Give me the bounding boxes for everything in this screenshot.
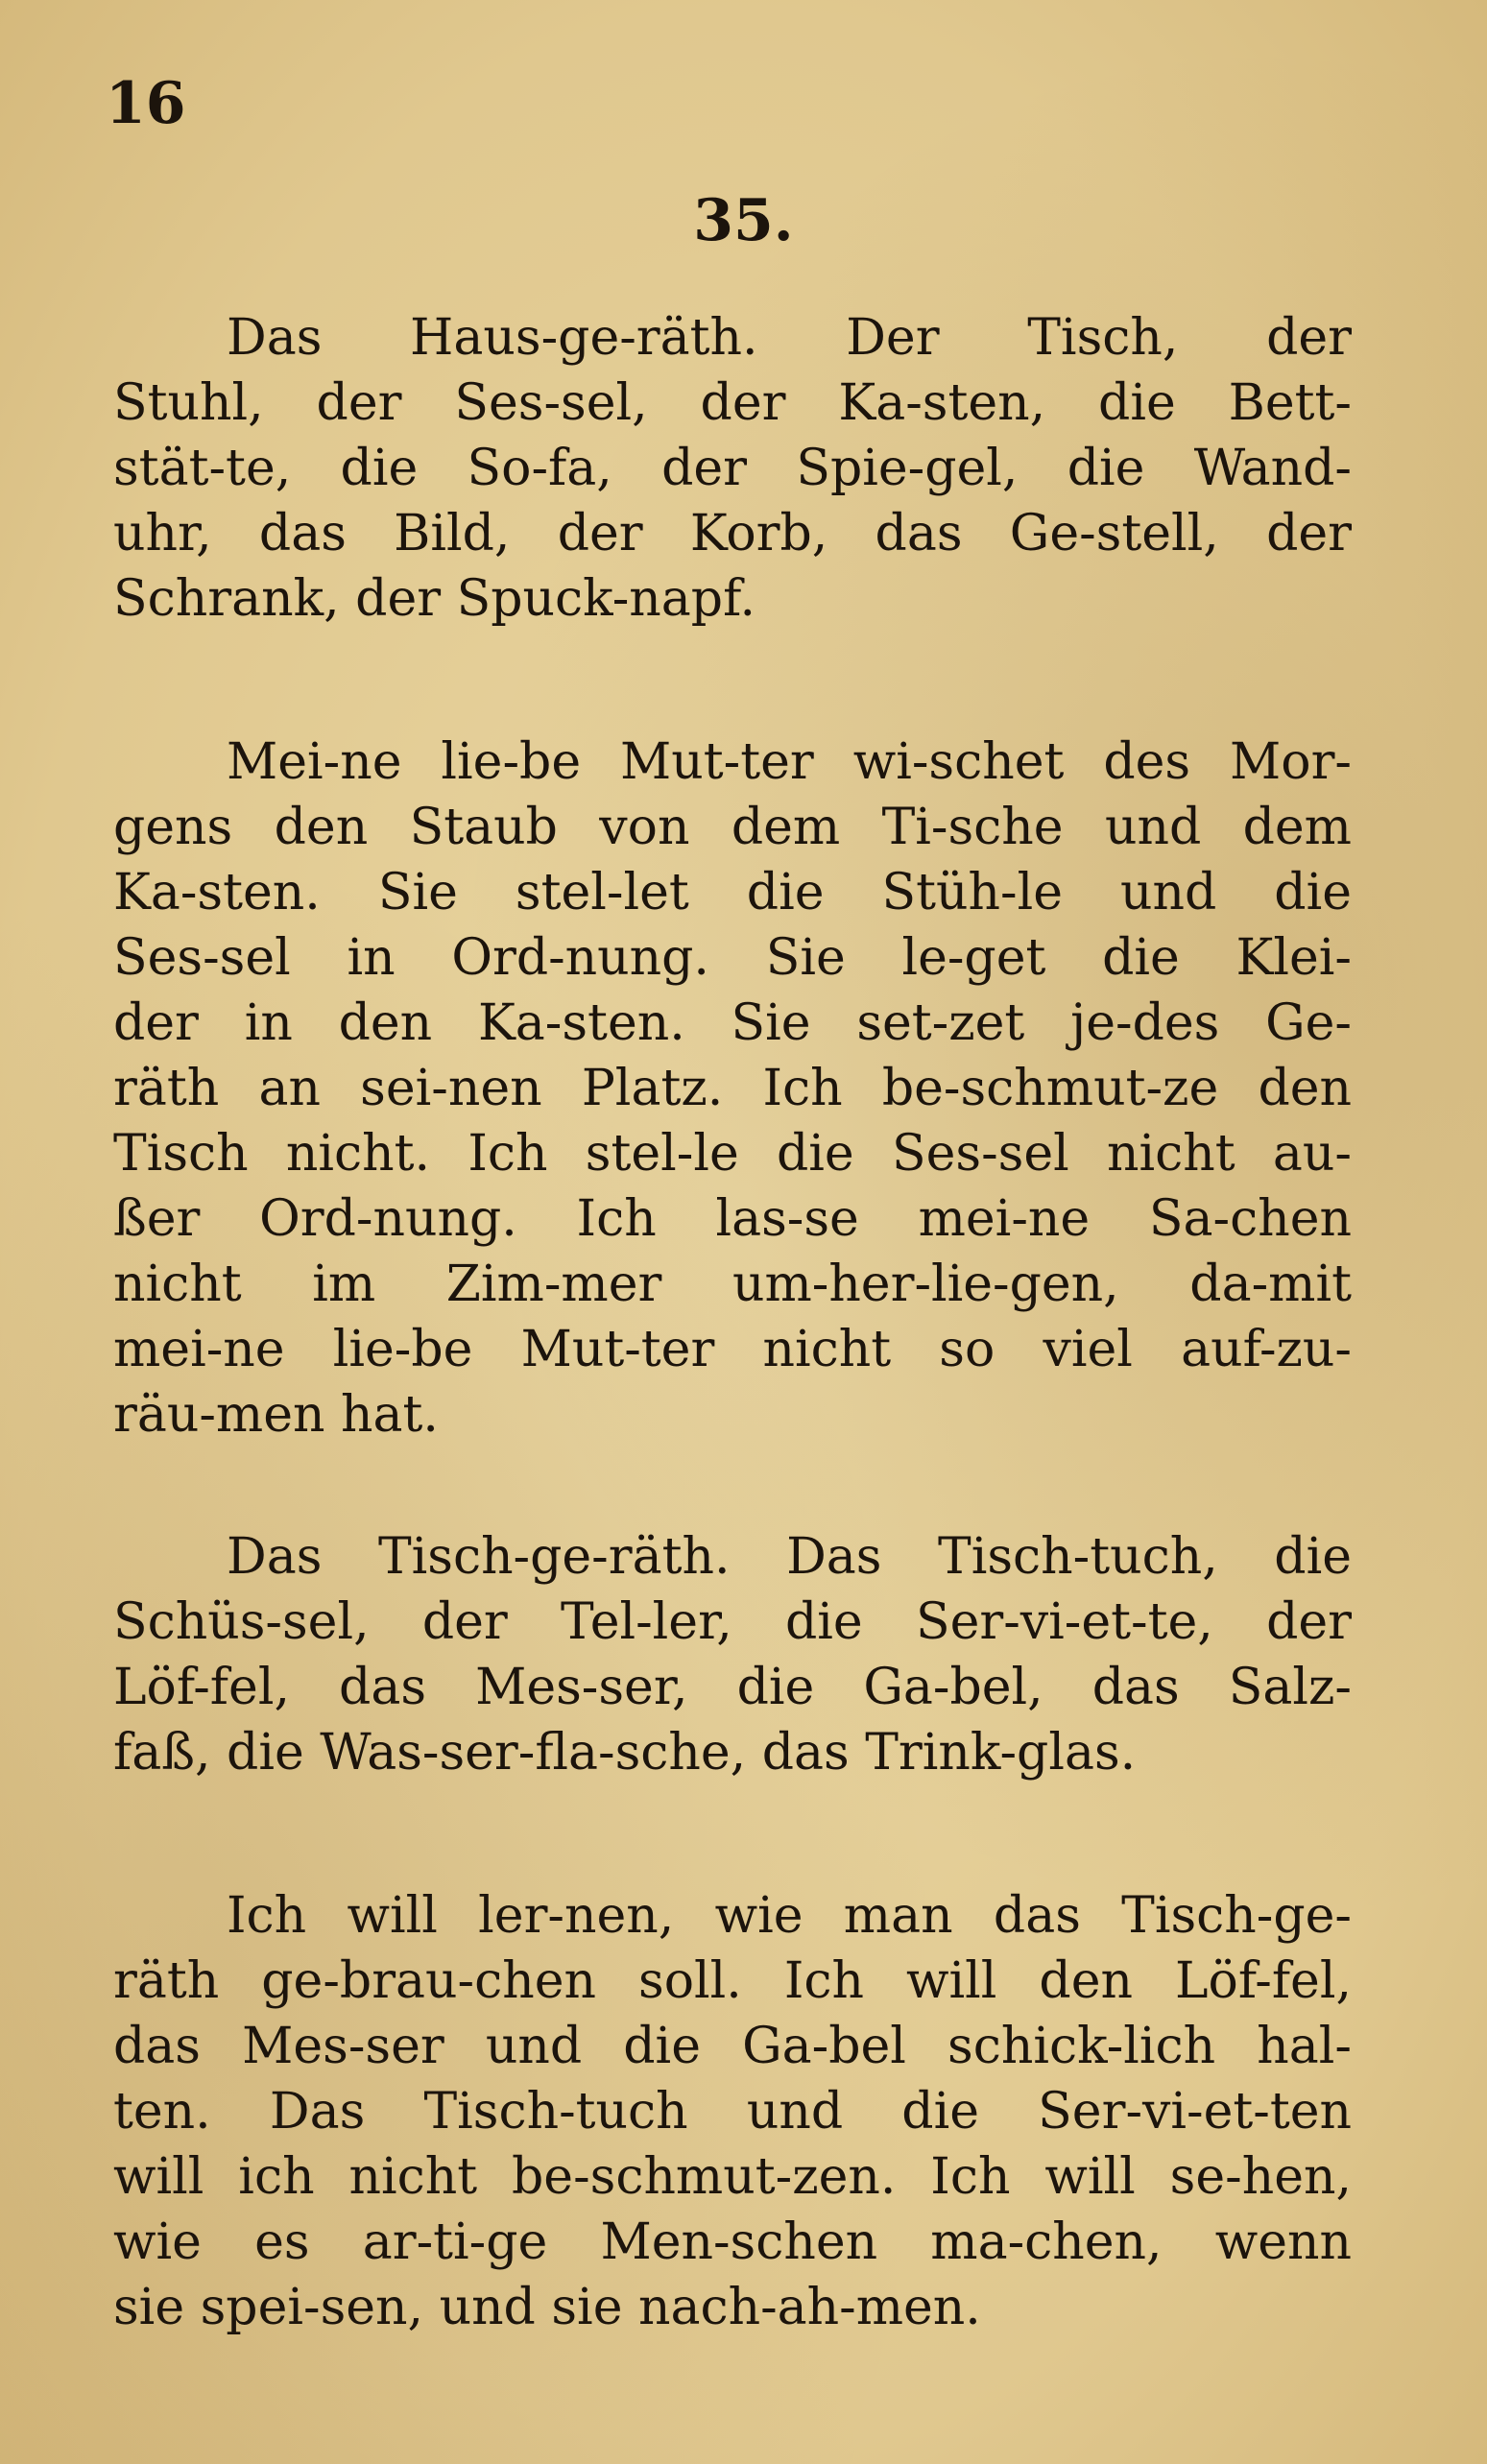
- paragraph-household-items: [113, 305, 1352, 632]
- text-line: Ich will ler-nen, wie man das Tisch-ge-: [227, 1887, 1352, 1945]
- paragraph-table-manners: [113, 1883, 1352, 2340]
- text-line: Schrank, der Spuck-napf.: [113, 570, 755, 628]
- text-line: Das Haus-ge-räth. Der Tisch, der: [227, 309, 1352, 367]
- text-line: Mei-ne lie-be Mut-ter wi-schet des Mor-: [227, 733, 1352, 791]
- text-line: Ka-sten. Sie stel-let die Stüh-le und die: [113, 864, 1352, 921]
- text-line: Stuhl, der Ses-sel, der Ka-sten, die Bett-: [113, 374, 1352, 432]
- text-line: räth ge-brau-chen soll. Ich will den Löf-fel,: [113, 1952, 1352, 2010]
- text-line: räth an sei-nen Platz. Ich be-schmut-ze den: [113, 1060, 1352, 1117]
- text-line: stät-te, die So-fa, der Spie-gel, die Wand-: [113, 440, 1352, 497]
- text-line: ten. Das Tisch-tuch und die Ser-vi-et-ten: [113, 2083, 1352, 2141]
- text-line: Löf-fel, das Mes-ser, die Ga-bel, das Salz-: [113, 1659, 1352, 1716]
- text-line: Das Tisch-ge-räth. Das Tisch-tuch, die: [227, 1528, 1352, 1586]
- text-line: nicht im Zim-mer um-her-lie-gen, da-mit: [113, 1256, 1352, 1313]
- text-line: Ses-sel in Ord-nung. Sie le-get die Klei-: [113, 929, 1352, 987]
- text-line: gens den Staub von dem Ti-sche und dem: [113, 799, 1352, 856]
- text-line: räu-men hat.: [113, 1386, 439, 1444]
- page-number: 16: [106, 70, 186, 137]
- paragraph-table-items: [113, 1524, 1352, 1785]
- text-line: das Mes-ser und die Ga-bel schick-lich hal-: [113, 2018, 1352, 2075]
- text-line: ßer Ord-nung. Ich las-se mei-ne Sa-chen: [113, 1190, 1352, 1248]
- paragraph-mother-cleaning: [113, 730, 1352, 1447]
- text-line: Tisch nicht. Ich stel-le die Ses-sel nicht au-: [113, 1125, 1352, 1183]
- text-line: will ich nicht be-schmut-zen. Ich will se-hen,: [113, 2148, 1352, 2206]
- text-line: Schüs-sel, der Tel-ler, die Ser-vi-et-te, der: [113, 1593, 1352, 1651]
- text-line: wie es ar-ti-ge Men-schen ma-chen, wenn: [113, 2213, 1352, 2271]
- text-line: uhr, das Bild, der Korb, das Ge-stell, der: [113, 505, 1352, 562]
- text-line: faß, die Was-ser-fla-sche, das Trink-glas.: [113, 1724, 1137, 1782]
- text-line: sie spei-sen, und sie nach-ah-men.: [113, 2279, 981, 2336]
- text-line: mei-ne lie-be Mut-ter nicht so viel auf-zu-: [113, 1321, 1352, 1378]
- section-number: 35.: [693, 187, 794, 254]
- text-line: der in den Ka-sten. Sie set-zet je-des Ge-: [113, 994, 1352, 1052]
